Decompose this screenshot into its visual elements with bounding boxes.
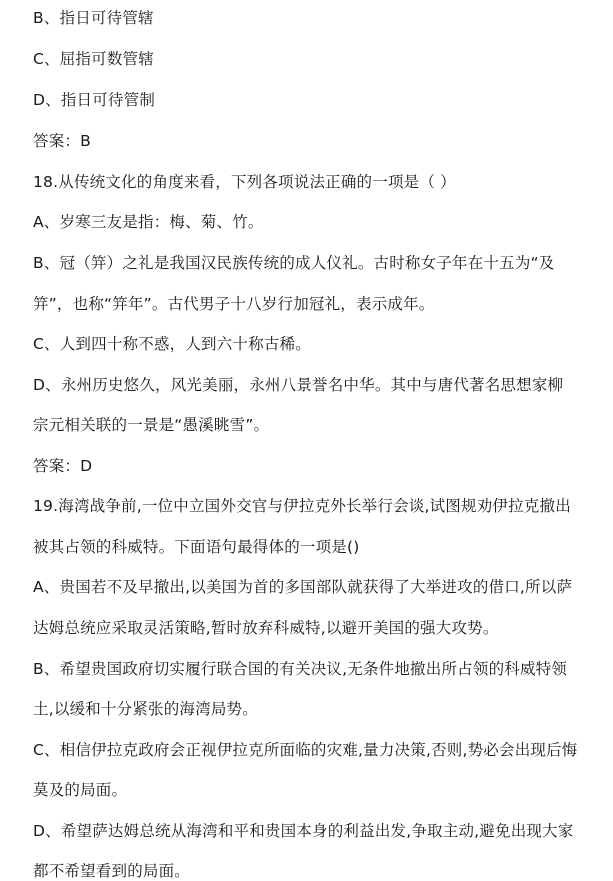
question-18: 18.从传统文化的角度来看，下列各项说法正确的一项是（ ） xyxy=(33,173,456,191)
option-a-q18: A、岁寒三友是指：梅、菊、竹。 xyxy=(33,213,264,231)
option-d-q18-line2: 宗元相关联的一景是“愚溪眺雪”。 xyxy=(33,416,270,434)
option-b-q17: B、指日可待管辖 xyxy=(33,9,154,27)
option-c-q18: C、人到四十称不惑，人到六十称古稀。 xyxy=(33,335,311,353)
option-c-q19-line1: C、相信伊拉克政府会正视伊拉克所面临的灾难,量力决策,否则,势必会出现后悔 xyxy=(33,741,578,759)
option-c-q17: C、屈指可数管辖 xyxy=(33,50,154,68)
option-d-q19-line2: 都不希望看到的局面。 xyxy=(33,862,191,880)
question-19-line2: 被其占领的科威特。下面语句最得体的一项是() xyxy=(33,538,360,556)
option-a-q19-line2: 达姆总统应采取灵活策略,暂时放弃科威特,以避开美国的强大攻势。 xyxy=(33,619,499,637)
option-b-q18-line1: B、冠（笄）之礼是我国汉民族传统的成人仪礼。古时称女子年在十五为“及 xyxy=(33,254,555,272)
option-d-q17: D、指日可待管制 xyxy=(33,91,156,109)
question-19-line1: 19.海湾战争前,一位中立国外交官与伊拉克外长举行会谈,试图规劝伊拉克撤出 xyxy=(33,497,571,515)
answer-q18: 答案：D xyxy=(33,457,93,475)
answer-q17: 答案：B xyxy=(33,132,91,150)
option-b-q19-line1: B、希望贵国政府切实履行联合国的有关决议,无条件地撤出所占领的科威特领 xyxy=(33,660,568,678)
option-b-q18-line2: 笄”，也称“笄年”。古代男子十八岁行加冠礼，表示成年。 xyxy=(33,295,435,313)
option-c-q19-line2: 莫及的局面。 xyxy=(33,781,128,799)
option-d-q19-line1: D、希望萨达姆总统从海湾和平和贵国本身的利益出发,争取主动,避免出现大家 xyxy=(33,822,574,840)
option-d-q18-line1: D、永州历史悠久，风光美丽，永州八景誉名中华。其中与唐代著名思想家柳 xyxy=(33,376,564,394)
option-b-q19-line2: 土,以缓和十分紧张的海湾局势。 xyxy=(33,700,258,718)
option-a-q19-line1: A、贵国若不及早撤出,以美国为首的多国部队就获得了大举进攻的借口,所以萨 xyxy=(33,578,573,596)
